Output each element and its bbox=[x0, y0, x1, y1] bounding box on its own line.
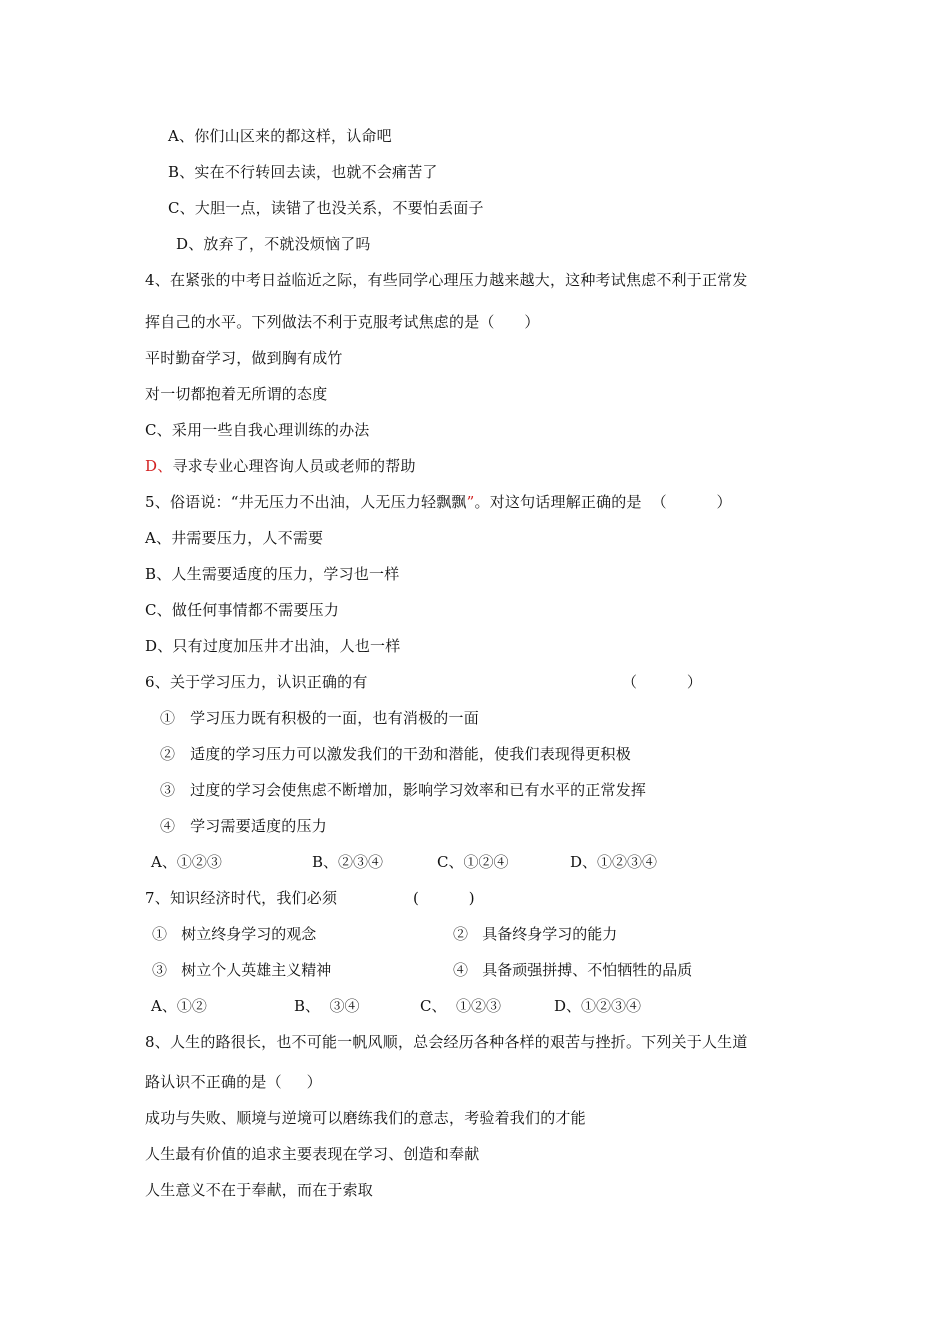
q6-choice-b: B、②③④ bbox=[312, 853, 384, 871]
q5-option-a: A、井需要压力，人不需要 bbox=[145, 529, 324, 547]
q7-statements-row-1 bbox=[0, 924, 950, 944]
q4-option-4-label: D、 bbox=[145, 457, 173, 475]
q3-option-a: A、你们山区来的都这样，认命吧 bbox=[168, 127, 392, 145]
q5-option-b: B、人生需要适度的压力，学习也一样 bbox=[145, 565, 400, 583]
q4-option-2: 对一切都抱着无所谓的态度 bbox=[145, 385, 328, 403]
q4-option-1: 平时勤奋学习，做到胸有成竹 bbox=[145, 349, 343, 367]
q6-stem: 6、关于学习压力，认识正确的有 bbox=[145, 673, 368, 691]
q8-option-3: 人生意义不在于奉献，而在于索取 bbox=[145, 1181, 374, 1199]
q3-option-b: B、实在不行转回去读，也就不会痛苦了 bbox=[168, 163, 438, 181]
q7-answer-bracket: ( ) bbox=[413, 889, 475, 907]
q5-option-c: C、做任何事情都不需要压力 bbox=[145, 601, 340, 619]
q8-stem-line2: 路认识不正确的是（ ） bbox=[145, 1073, 322, 1091]
q6-statement-3: ③ 过度的学习会使焦虑不断增加，影响学习效率和已有水平的正常发挥 bbox=[160, 781, 647, 799]
q4-option-4-text: 寻求专业心理咨询人员或老师的帮助 bbox=[172, 457, 416, 475]
q7-statements-row-2 bbox=[0, 960, 950, 980]
q7-statement-2: ② 具备终身学习的能力 bbox=[453, 925, 618, 943]
q4-stem-line2: 挥自己的水平。下列做法不利于克服考试焦虑的是（ ） bbox=[145, 313, 540, 331]
q4-stem-line1: 4、在紧张的中考日益临近之际，有些同学心理压力越来越大，这种考试焦虑不利于正常发 bbox=[145, 271, 748, 289]
q8-option-2: 人生最有价值的追求主要表现在学习、创造和奉献 bbox=[145, 1145, 480, 1163]
q3-option-c: C、大胆一点，读错了也没关系，不要怕丢面子 bbox=[168, 199, 484, 217]
q8-stem-line1: 8、人生的路很长，也不可能一帆风顺，总会经历各种各样的艰苦与挫折。下列关于人生道 bbox=[145, 1033, 748, 1051]
q6-choices-row bbox=[0, 852, 950, 872]
q5-stem bbox=[145, 492, 732, 512]
q7-choice-a: A、①② bbox=[151, 997, 207, 1015]
q6-answer-bracket: （ ） bbox=[622, 673, 703, 691]
q4-option-4 bbox=[145, 456, 416, 476]
q6-choice-a: A、①②③ bbox=[151, 853, 222, 871]
q7-stem: 7、知识经济时代，我们必须 bbox=[145, 889, 338, 907]
q7-statement-3: ③ 树立个人英雄主义精神 bbox=[152, 961, 332, 979]
q5-stem-tail: 。对这句话理解正确的是 （ ） bbox=[474, 493, 732, 511]
q6-statement-4: ④ 学习需要适度的压力 bbox=[160, 817, 327, 835]
q3-option-d: D、放弃了，不就没烦恼了吗 bbox=[176, 235, 371, 253]
q6-statement-2: ② 适度的学习压力可以激发我们的干劲和潜能，使我们表现得更积极 bbox=[160, 745, 631, 763]
q8-option-1: 成功与失败、顺境与逆境可以磨练我们的意志，考验着我们的才能 bbox=[145, 1109, 586, 1127]
q6-statement-1: ① 学习压力既有积极的一面，也有消极的一面 bbox=[160, 709, 479, 727]
q6-choice-c: C、①②④ bbox=[437, 853, 509, 871]
q5-stem-quote: ” bbox=[466, 493, 475, 511]
q7-statement-4: ④ 具备顽强拼搏、不怕牺牲的品质 bbox=[453, 961, 693, 979]
q7-choices-row bbox=[0, 996, 950, 1016]
q7-choice-b: B、 ③④ bbox=[294, 997, 360, 1015]
q7-choice-d: D、①②③④ bbox=[554, 997, 642, 1015]
q7-choice-c: C、 ①②③ bbox=[420, 997, 502, 1015]
q7-statement-1: ① 树立终身学习的观念 bbox=[152, 925, 317, 943]
q4-option-3: C、采用一些自我心理训练的办法 bbox=[145, 421, 370, 439]
q6-choice-d: D、①②③④ bbox=[570, 853, 658, 871]
q5-option-d: D、只有过度加压井才出油，人也一样 bbox=[145, 637, 401, 655]
q5-stem-main: 5、俗语说：“井无压力不出油，人无压力轻飘飘 bbox=[145, 493, 467, 511]
